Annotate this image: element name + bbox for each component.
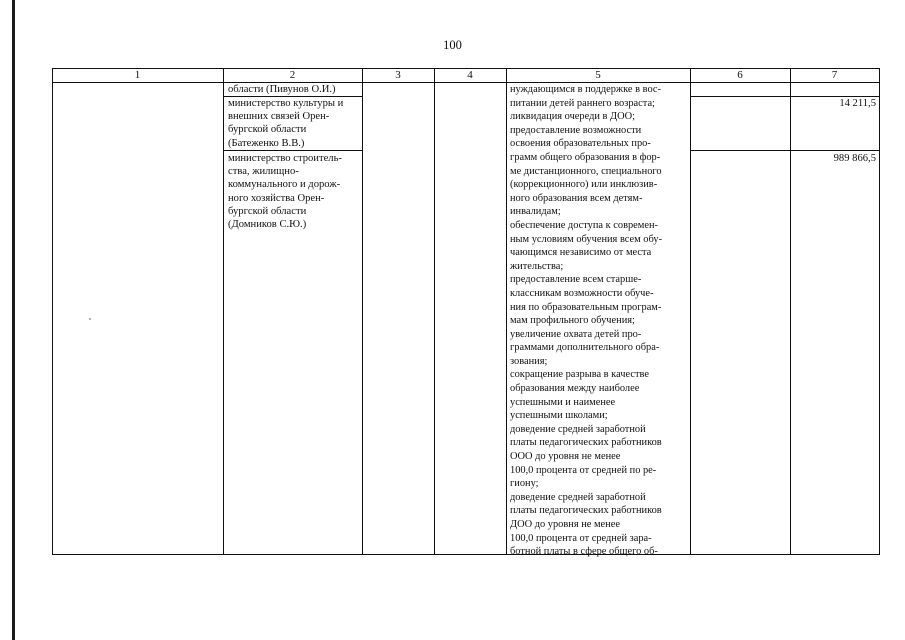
column-header-5: 5: [595, 69, 601, 81]
executor-cell: области (Пивунов О.И.): [228, 84, 336, 95]
expected-results-cell: нуждающимся в поддержке в вос- питании детей раннего возраста; ликвидация очереди в ДОО; предоставление возможности освоения образовательных про- грамм общего образования в фор- ме дистанционного, специального (коррекционного) или инклюзив- ного образования всем детям- инвалидам; обеспечение доступа к современ- ным условиям обучения всем обу- чающимся независимо от места жительства; предоставление всем старше- классникам возможности обуче- ния по образовательным програм- мам профильного обучения; увеличение охвата детей про- граммами дополнительного обра- зования; сокращение разрыва в качестве образования между наиболее успешными и наименее успешными школами; доведение средней заработной платы педагогических работников ООО до уровня не менее 100,0 процента от средней по ре- гиону; доведение средней заработной платы педагогических работников ДОО до уровня не менее 100,0 процента от средней зара- ботной платы в сфере общего об-: [510, 84, 663, 558]
column-header-1: 1: [134, 69, 141, 81]
executor-cell: министерство строитель- ства, жилищно- коммунального и дорож- ного хозяйства Орен- бургской области (Домников С.Ю.): [228, 153, 342, 231]
table-rule: [52, 82, 880, 83]
table-rule: [690, 68, 691, 554]
executor-cell: министерство культуры и внешних связей Орен- бургской области (Батеженко В.В.): [228, 98, 344, 149]
page-number: 100: [443, 38, 462, 52]
binding-edge: [12, 0, 15, 640]
table-rule: [879, 68, 880, 554]
table-rule: [362, 68, 363, 554]
column-header-6: 6: [737, 69, 743, 81]
column-header-2: 2: [289, 69, 296, 81]
table-rule: [434, 68, 435, 554]
table-rule: [223, 68, 224, 554]
column-header-4: 4: [467, 69, 473, 81]
table-rule: [506, 68, 507, 554]
amount-cell: 14 211,5: [839, 98, 876, 109]
amount-cell: 989 866,5: [833, 153, 876, 164]
table-rule: [223, 150, 363, 151]
column-header-3: 3: [395, 69, 401, 81]
column-header-7: 7: [831, 69, 838, 81]
table-rule: [690, 150, 880, 151]
scan-speck: [89, 318, 91, 320]
table-rule: [790, 68, 791, 554]
table-rule: [52, 554, 880, 555]
table-rule: [52, 68, 53, 554]
